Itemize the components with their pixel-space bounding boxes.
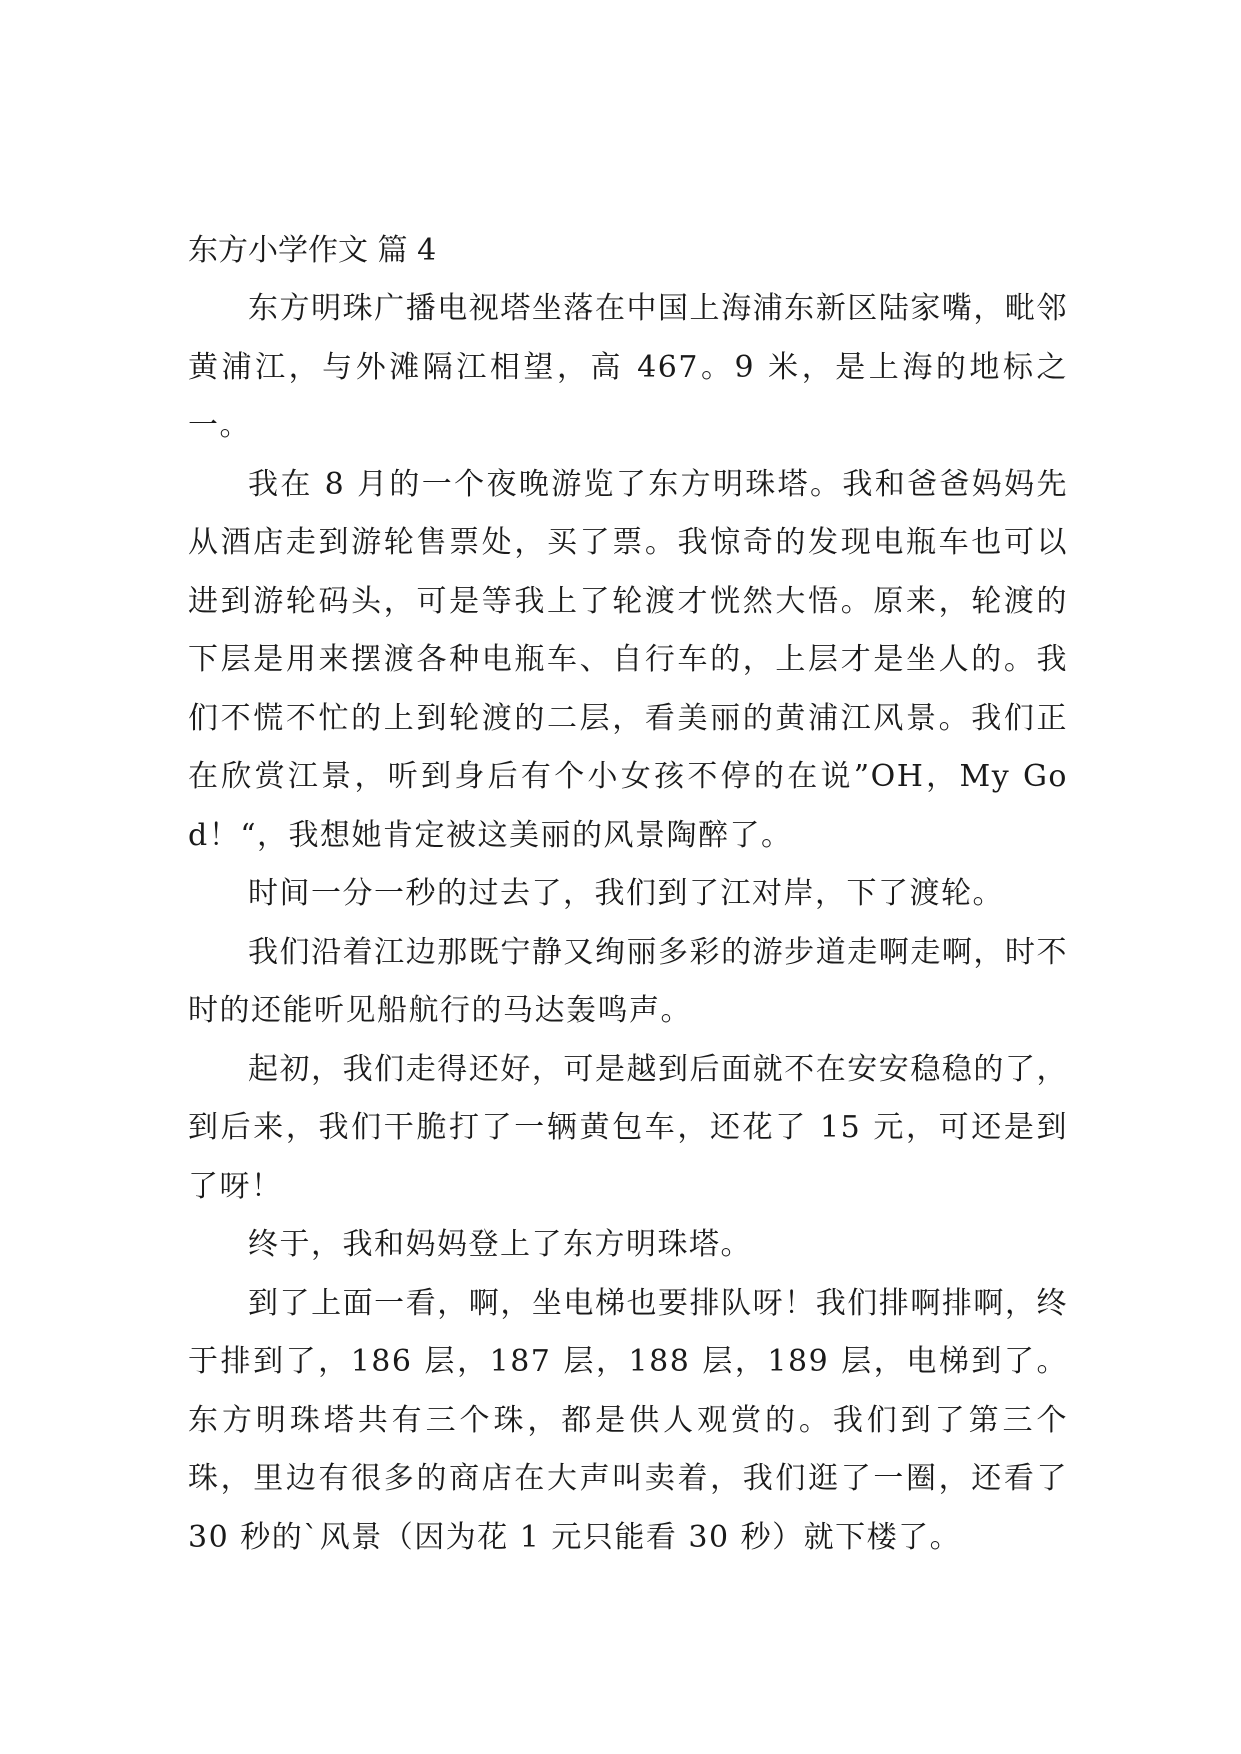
- paragraph-crossing: 时间一分一秒的过去了，我们到了江对岸，下了渡轮。: [248, 876, 1004, 911]
- document-title: 东方小学作文 篇 4: [188, 233, 437, 268]
- paragraph-rickshaw: 起初，我们走得还好，可是越到后面就不在安安稳稳的了，到后来，我们干脆打了一辆黄包车，还花了 15 元，可还是到了呀！: [188, 1051, 1068, 1204]
- paragraph-intro: 东方明珠广播电视塔坐落在中国上海浦东新区陆家嘴，毗邻黄浦江，与外滩隔江相望，高 467。9 米，是上海的地标之一。: [188, 291, 1068, 443]
- paragraph-riverside-walk: 我们沿着江边那既宁静又绚丽多彩的游步道走啊走啊，时不时的还能听见船航行的马达轰鸣声。: [188, 934, 1068, 1028]
- paragraph-ferry: 我在 8 月的一个夜晚游览了东方明珠塔。我和爸爸妈妈先从酒店走到游轮售票处，买了票。我惊奇的发现电瓶车也可以进到游轮码头，可是等我上了轮渡才恍然大悟。原来，轮渡的下层是用来摆渡各种电瓶车、自行车的，上层才是坐人的。我们不慌不忙的上到轮渡的二层，看美丽的黄浦江风景。我们正在欣赏江景，听到身后有个小女孩不停的在说”OH，My God！“，我想她肯定被这美丽的风景陶醉了。: [188, 466, 1068, 853]
- paragraph-arrival: 终于，我和妈妈登上了东方明珠塔。: [248, 1227, 752, 1262]
- document-body: [188, 222, 1068, 1567]
- paragraph-elevator-view: 到了上面一看，啊，坐电梯也要排队呀！我们排啊排啊，终于排到了，186 层，187 层，188 层，189 层，电梯到了。东方明珠塔共有三个珠，都是供人观赏的。我们到了第三个珠，里边有很多的商店在大声叫卖着，我们逛了一圈，还看了 30 秒的`风景（因为花 1 元只能看 30 秒）就下楼了。: [188, 1285, 1068, 1555]
